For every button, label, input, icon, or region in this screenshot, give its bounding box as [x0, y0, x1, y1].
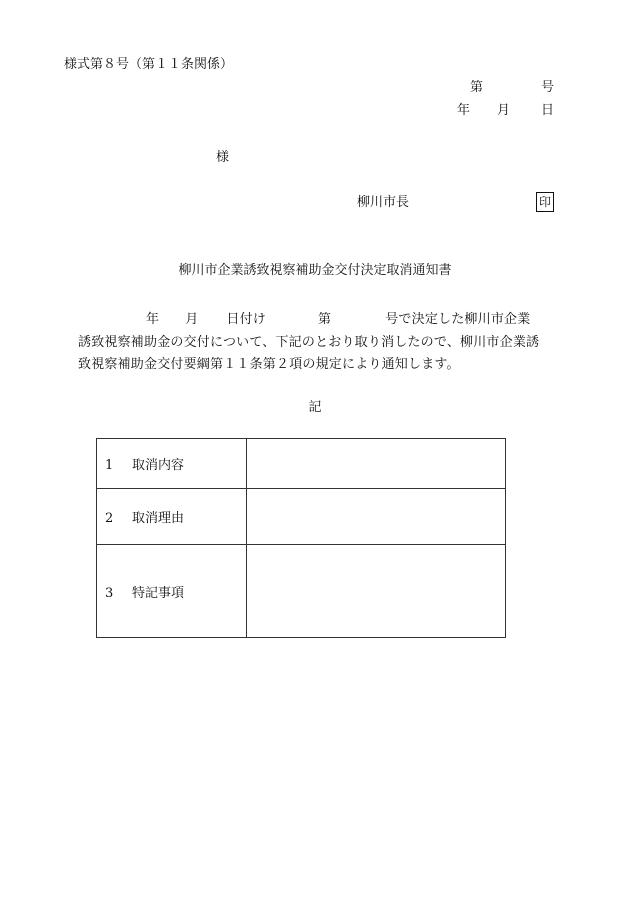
body-year: 年: [146, 312, 160, 327]
row-number: 1: [105, 458, 114, 473]
row-label: [97, 489, 247, 545]
body-line-1: [78, 309, 558, 332]
body-dated: 日付け: [226, 312, 267, 327]
row-number: 2: [105, 511, 114, 526]
document-number-prefix: 第: [470, 80, 484, 95]
issuer-name: 柳川市長: [357, 195, 410, 210]
table-row: [97, 439, 506, 489]
row-label: [97, 439, 247, 489]
row-value-field: [247, 545, 506, 638]
body-line-2: 誘致視察補助金の交付について、下記のとおり取り消したので、柳川市企業誘: [78, 334, 540, 350]
body-number-prefix: 第: [318, 312, 332, 327]
addressee-honorific: 様: [216, 150, 230, 165]
details-table: [96, 438, 506, 638]
table-row: [97, 545, 506, 638]
ki-heading: 記: [308, 400, 322, 415]
document-number-suffix: 号: [541, 80, 555, 95]
row-label: [97, 545, 247, 638]
row-label-text: 取消理由: [132, 511, 185, 526]
form-number: 様式第８号（第１１条関係）: [64, 57, 234, 72]
date-month-label: 月: [497, 103, 511, 118]
date-day-label: 日: [541, 103, 555, 118]
table-row: [97, 489, 506, 545]
row-label-text: 特記事項: [132, 585, 185, 601]
notice-body: [78, 309, 558, 377]
body-month: 月: [185, 312, 199, 327]
row-label-text: 取消内容: [132, 458, 185, 473]
row-value-field: [247, 439, 506, 489]
document-title: 柳川市企業誘致視察補助金交付決定取消通知書: [178, 263, 452, 278]
seal-mark: 印: [536, 192, 554, 212]
body-line-3: 致視察補助金交付要綱第１１条第２項の規定により通知します。: [78, 357, 460, 372]
row-value-field: [247, 489, 506, 545]
body-line1-rest: 号で決定した柳川市企業: [385, 312, 531, 327]
date-year-label: 年: [457, 103, 471, 118]
row-number: 3: [105, 585, 114, 601]
